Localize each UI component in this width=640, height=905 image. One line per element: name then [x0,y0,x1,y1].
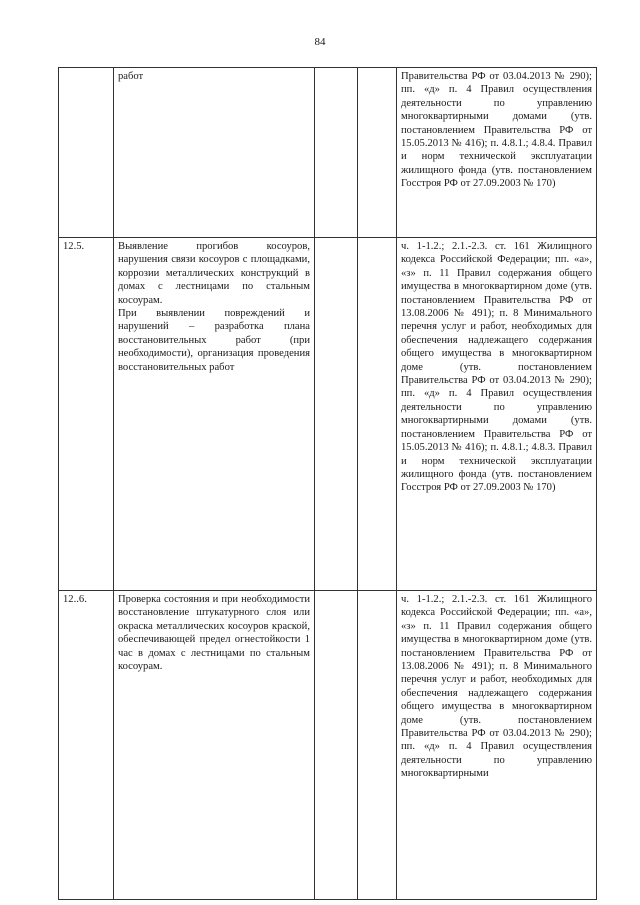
page-number: 84 [314,36,326,48]
work-description-cell [114,591,315,900]
row-number-cell [59,68,114,238]
legal-reference-cell: ч. 1-1.2.; 2.1.-2.3. ст. 161 Жилищного кодекса Российской Федерации; пп. «а», «з» п. 11 Правил содержания общего имущества в многоквартирном доме (утв. постановлением Правительства РФ от 13.08.2006 № 491); п. 8 Минимального перечня услуг и работ, необходимых для обеспечения надлежащего содержания общего имущества в многоквартирном доме (утв. постановлением Правительства РФ от 03.04.2013 № 290); пп. «д» п. 4 Правил осуществления деятельности по управлению многоквартирными [397,591,597,900]
empty-cell [358,68,397,238]
empty-cell [315,238,358,591]
work-description-text: Проверка состояния и при необходимости восстановление штукатурного слоя или окраска металлических косоуров краской, обеспечивающей предел огнестойкости 1 час в домах с лестницами по стальным косоурам. [118,594,310,673]
work-description-text: работ [118,71,144,82]
table-row [59,238,597,591]
work-description-cell [114,68,315,238]
regulations-table [58,67,597,900]
row-number-cell: 12..6. [59,591,114,900]
empty-cell [315,591,358,900]
legal-reference-cell: ч. 1-1.2.; 2.1.-2.3. ст. 161 Жилищного кодекса Российской Федерации; пп. «а», «з» п. 11 Правил содержания общего имущества в многоквартирном доме (утв. постановлением Правительства РФ от 13.08.2006 № 491); п. 8 Минимального перечня услуг и работ, необходимых для обеспечения надлежащего содержания общего имущества в многоквартирном доме (утв. постановлением Правительства РФ от 03.04.2013 № 290); пп. «д» п. 4 Правил осуществления деятельности по управлению многоквартирными домами (утв. постановлением Правительства РФ от 15.05.2013 № 416); п. 4.8.1.; 4.8.3. Правил и норм технической эксплуатации жилищного фонда (утв. постановлением Госстроя РФ от 27.09.2003 № 170) [397,238,597,591]
legal-reference-cell: Правительства РФ от 03.04.2013 № 290); пп. «д» п. 4 Правил осуществления деятельности по управлению многоквартирными домами (утв. постановлением Правительства РФ от 15.05.2013 № 416); п. 4.8.1.; 4.8.4. Правил и норм технической эксплуатации жилищного фонда (утв. постановлением Госстроя РФ от 27.09.2003 № 170) [397,68,597,238]
row-number-cell: 12.5. [59,238,114,591]
empty-cell [315,68,358,238]
empty-cell [358,238,397,591]
table-row [59,591,597,900]
work-description-cell [114,238,315,591]
empty-cell [358,591,397,900]
table-row [59,68,597,238]
work-description-text: Выявление прогибов косоуров, нарушения связи косоуров с площадками, коррозии металлических конструкций в домах с лестницами по стальным косоурам. [118,241,310,306]
work-description-text: При выявлении повреждений и нарушений – разработка плана восстановительных работ (при необходимости), организация проведения восстановительных работ [118,308,310,373]
